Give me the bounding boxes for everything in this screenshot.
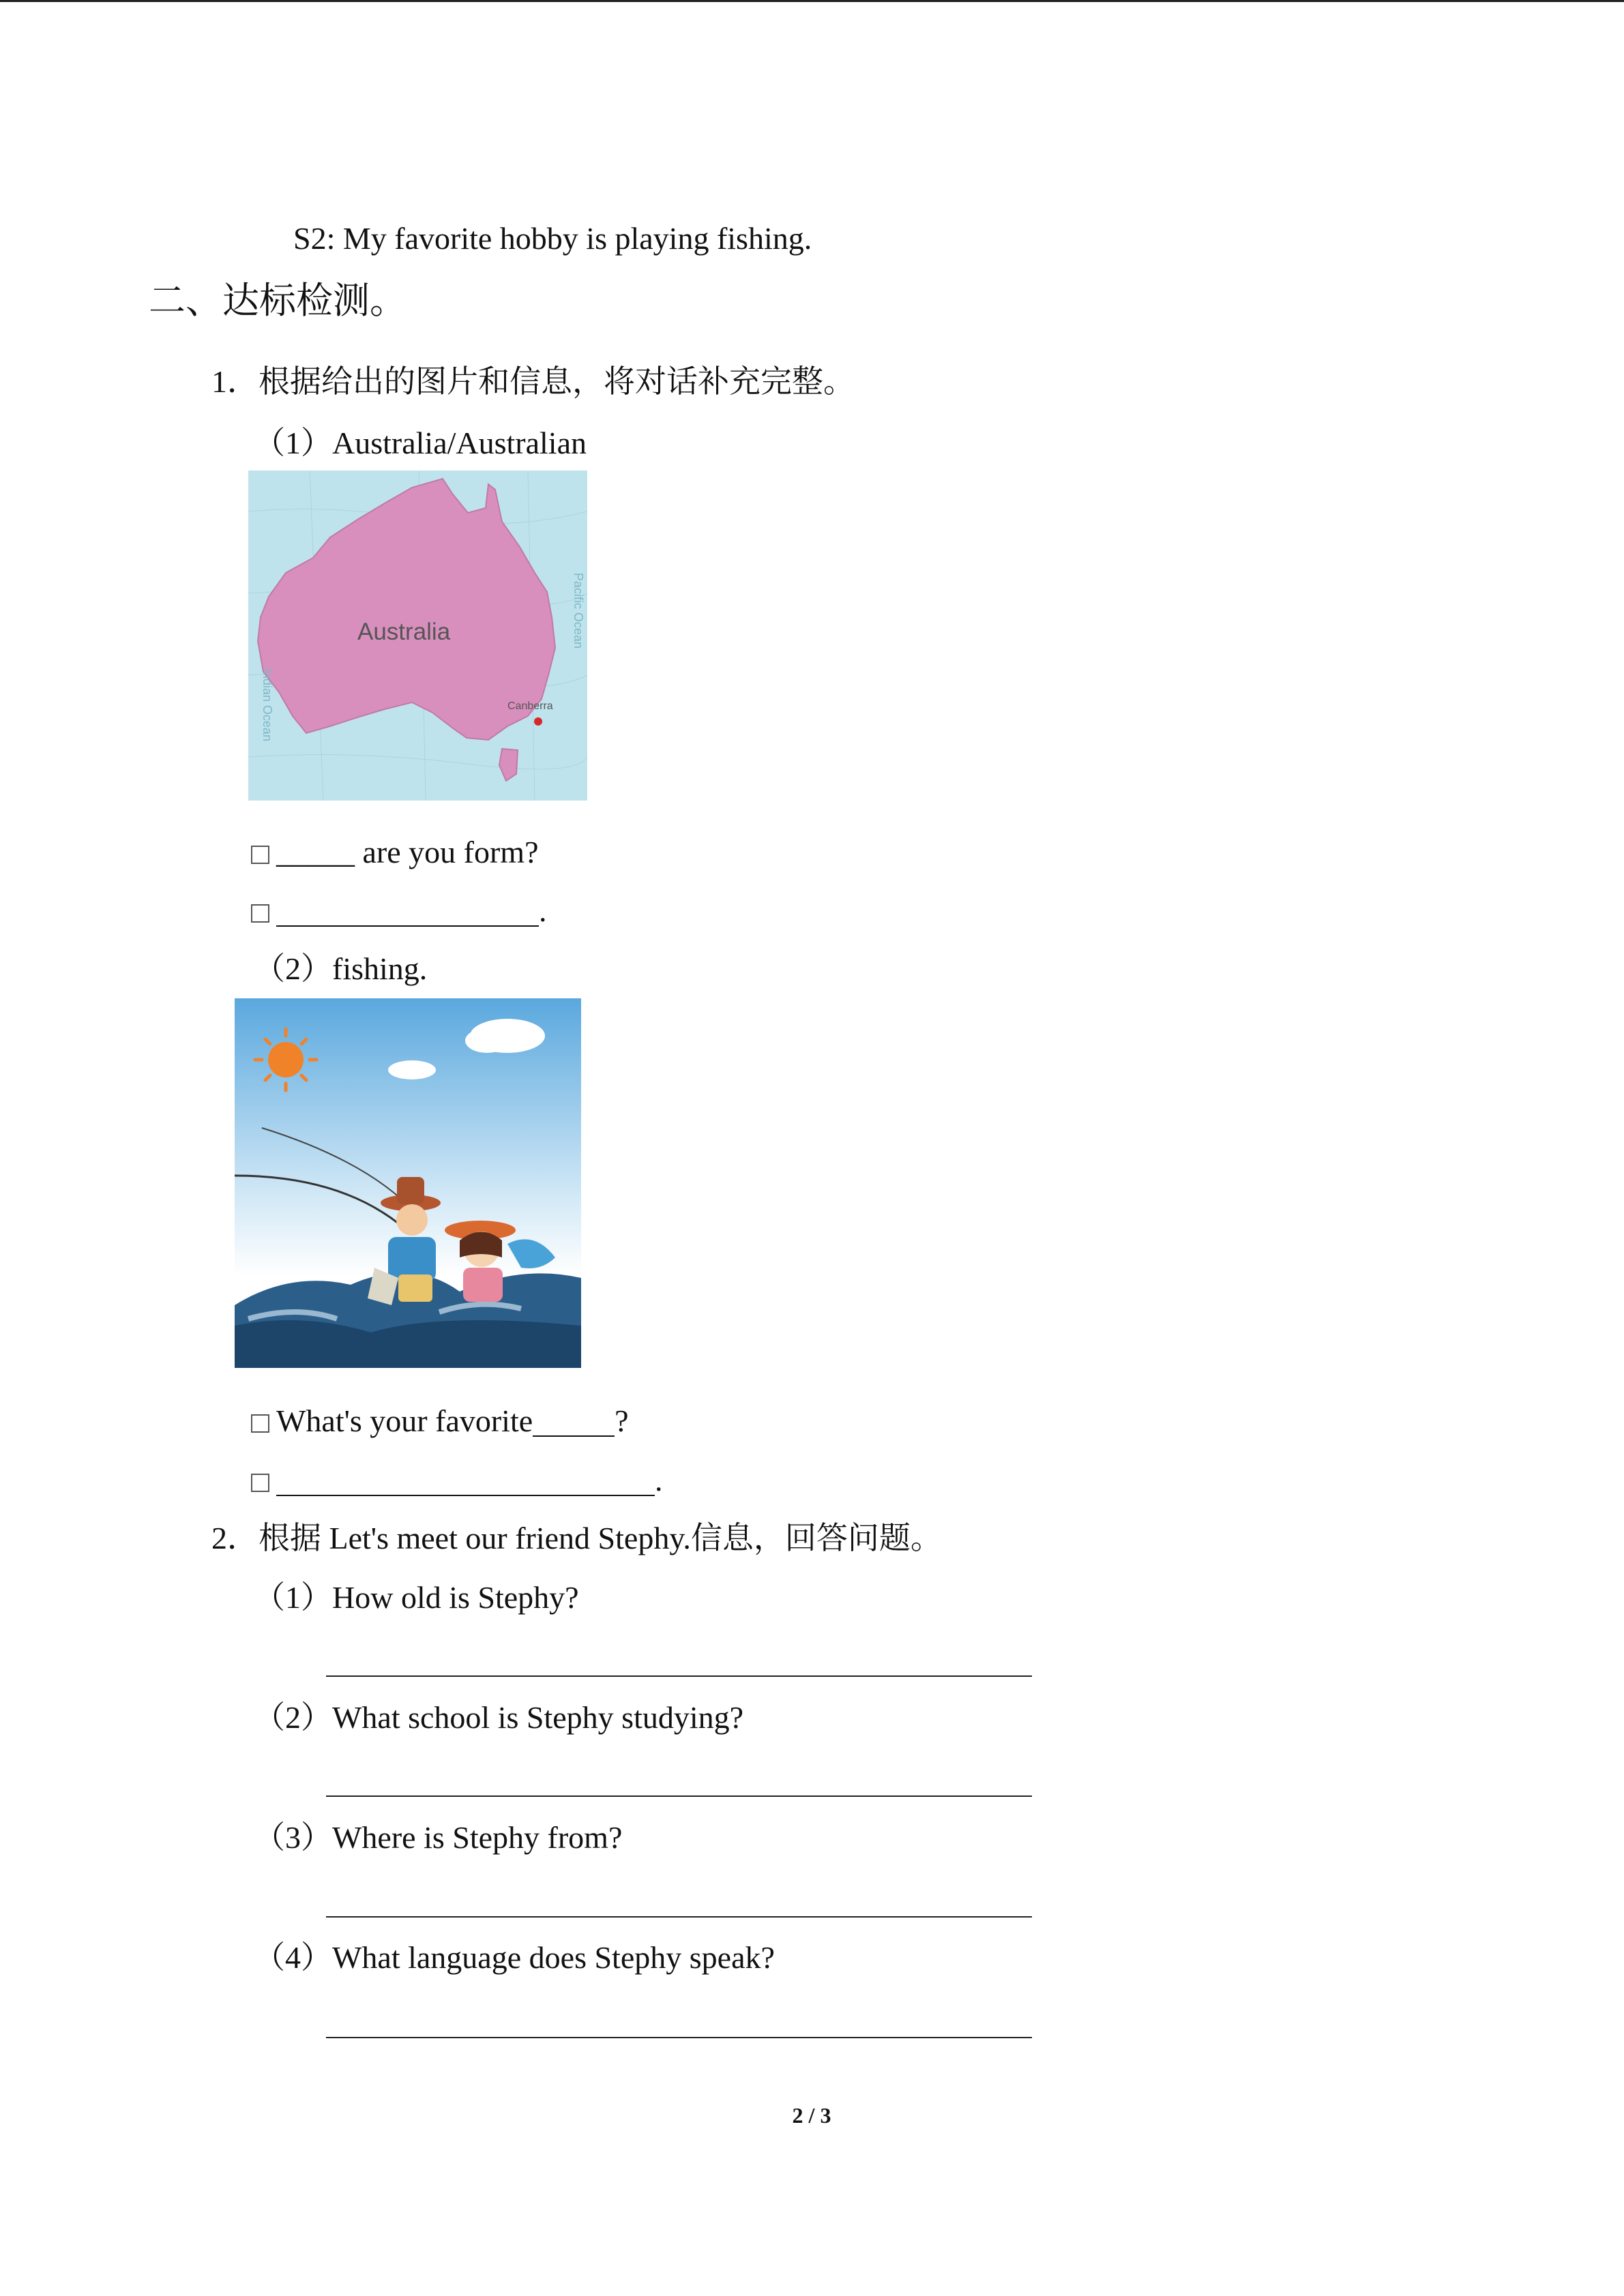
page-number: 2 / 3 bbox=[792, 2103, 831, 2128]
page-top-rule bbox=[0, 0, 1624, 2]
answer-checkbox[interactable] bbox=[251, 1474, 269, 1492]
section-title: 二、达标检测。 bbox=[149, 280, 407, 321]
q1-part1-line1 bbox=[251, 837, 539, 868]
dialogue-line-s2: S2: My favorite hobby is playing fishing. bbox=[293, 221, 812, 256]
ocean-west-label: Indian Ocean bbox=[261, 668, 274, 742]
blank-underscore: _____ bbox=[276, 835, 355, 869]
q1-part2-line1 bbox=[251, 1405, 629, 1437]
answer-line-2[interactable] bbox=[326, 1795, 1032, 1797]
line1-text: are you form? bbox=[355, 835, 539, 869]
q2-question-3: （3）Where is Stephy from? bbox=[254, 1820, 623, 1855]
ocean-east-label: Pacific Ocean bbox=[572, 573, 585, 649]
answer-blank[interactable] bbox=[276, 1465, 655, 1496]
q2-instruction: 2．根据 Let's meet our friend Stephy.信息，回答问题。 bbox=[211, 1521, 942, 1555]
q2-question-1: （1）How old is Stephy? bbox=[254, 1580, 579, 1615]
australia-map bbox=[248, 471, 587, 801]
q1-part2-line2 bbox=[251, 1465, 663, 1496]
period: . bbox=[655, 1463, 663, 1497]
q1-part1-label: （1）Australia/Australian bbox=[254, 426, 587, 460]
fishing-picture bbox=[235, 998, 581, 1368]
answer-checkbox[interactable] bbox=[251, 846, 269, 864]
period: . bbox=[539, 893, 547, 928]
answer-blank[interactable] bbox=[533, 1405, 615, 1437]
answer-checkbox[interactable] bbox=[251, 904, 269, 923]
capital-dot bbox=[534, 717, 542, 726]
q2-question-2: （2）What school is Stephy studying? bbox=[254, 1700, 744, 1735]
answer-line-1[interactable] bbox=[326, 1675, 1032, 1677]
country-label: Australia bbox=[357, 618, 451, 645]
answer-checkbox[interactable] bbox=[251, 1414, 269, 1433]
question-mark: ? bbox=[615, 1403, 629, 1438]
answer-blank[interactable] bbox=[276, 895, 539, 927]
line1-text: What's your favorite bbox=[276, 1403, 533, 1438]
q1-part2-label: （2）fishing. bbox=[254, 951, 428, 986]
answer-line-3[interactable] bbox=[326, 1916, 1032, 1918]
q1-part1-line2 bbox=[251, 895, 547, 927]
capital-label: Canberra bbox=[507, 700, 553, 712]
q1-instruction: 1．根据给出的图片和信息，将对话补充完整。 bbox=[211, 364, 855, 399]
q2-question-4: （4）What language does Stephy speak? bbox=[254, 1940, 775, 1975]
answer-line-4[interactable] bbox=[326, 2037, 1032, 2038]
